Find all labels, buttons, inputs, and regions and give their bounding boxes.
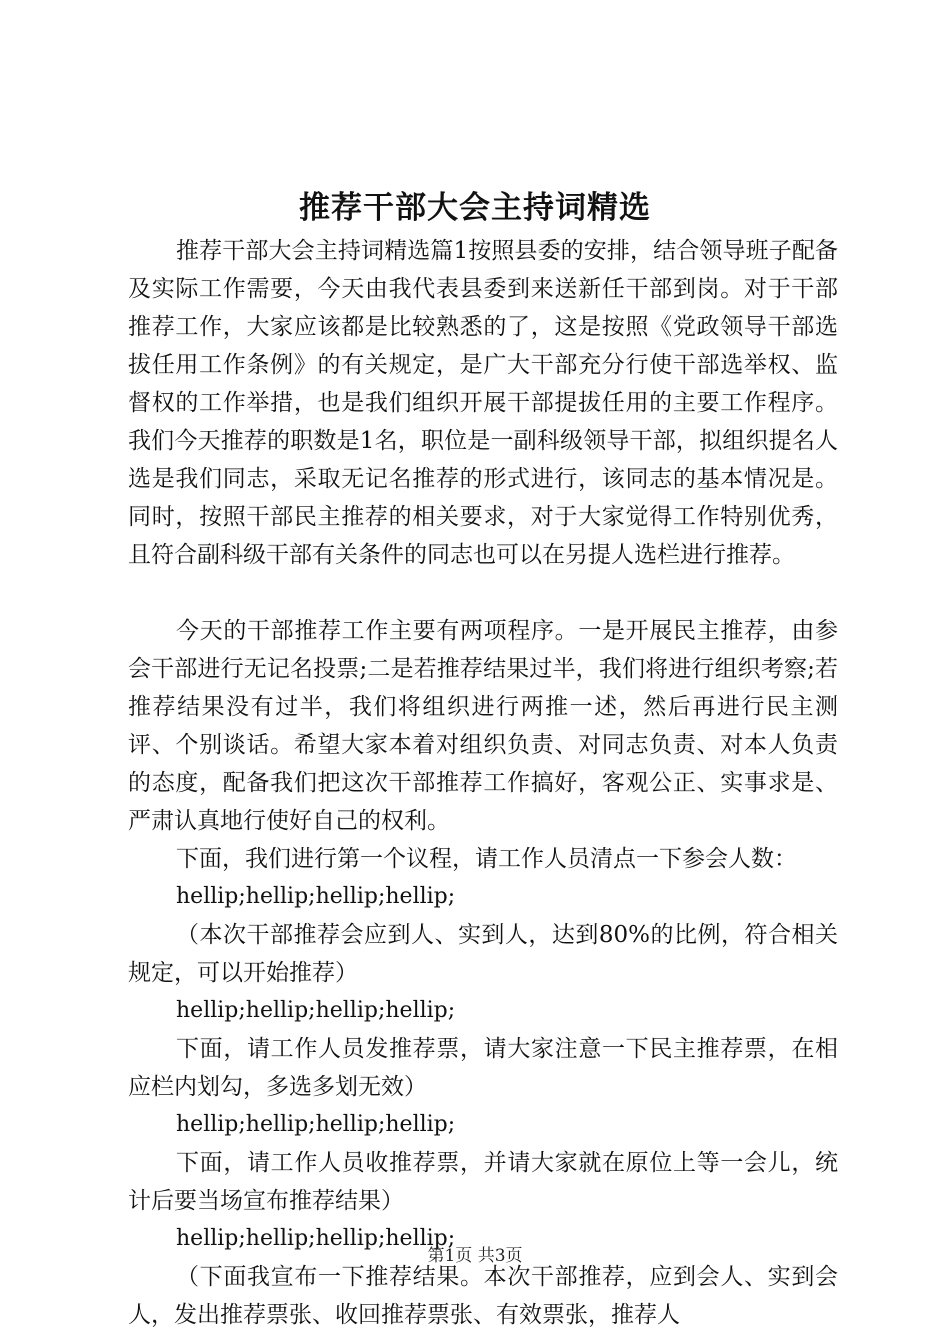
paragraph: 推荐干部大会主持词精选篇1按照县委的安排，结合领导班子配备及实际工作需要，今天由我代表县委到来送新任干部到岗。对于干部推荐工作，大家应该都是比较熟悉的了，这是按照《党政领导干部选拔任用工作条例》的有关规定，是广大干部充分行使干部选举权、监督权的工作举措，也是我们组织开展干部提拔任用的主要工作程序。我们今天推荐的职数是1名，职位是一副科级领导干部，拟组织提名人选是我们同志，采取无记名推荐的形式进行，该同志的基本情况是。同时，按照干部民主推荐的相关要求，对于大家觉得工作特别优秀，且符合副科级干部有关条件的同志也可以在另提人选栏进行推荐。 <box>128 238 838 568</box>
ellipsis-line: hellip;hellip;hellip;hellip; <box>176 1112 456 1137</box>
ellipsis-line: hellip;hellip;hellip;hellip; <box>176 998 456 1023</box>
ellipsis-line: hellip;hellip;hellip;hellip; <box>176 1226 456 1251</box>
paragraph: 今天的干部推荐工作主要有两项程序。一是开展民主推荐，由参会干部进行无记名投票;二是若推荐结果过半，我们将进行组织考察;若推荐结果没有过半，我们将组织进行两推一述，然后再进行民主测评、个别谈话。希望大家本着对组织负责、对同志负责、对本人负责的态度，配备我们把这次干部推荐工作搞好，客观公正、实事求是、严肃认真地行使好自己的权利。 <box>128 618 838 834</box>
paragraph: 下面，请工作人员发推荐票，请大家注意一下民主推荐票，在相应栏内划勾，多选多划无效） <box>128 1036 838 1100</box>
paragraph: 下面，请工作人员收推荐票，并请大家就在原位上等一会儿，统计后要当场宣布推荐结果） <box>128 1150 838 1214</box>
paragraph: 下面，我们进行第一个议程，请工作人员清点一下参会人数： <box>176 846 797 872</box>
page-footer: 第1页 共3页 <box>427 1246 523 1266</box>
paragraph: （下面我宣布一下推荐结果。本次干部推荐，应到会人、实到会人，发出推荐票张、收回推荐票张、有效票张，推荐人 <box>128 1264 838 1328</box>
paragraph: （本次干部推荐会应到人、实到人，达到80%的比例，符合相关规定，可以开始推荐） <box>128 922 838 986</box>
ellipsis-line: hellip;hellip;hellip;hellip; <box>176 884 456 909</box>
document-title: 推荐干部大会主持词精选 <box>299 190 651 226</box>
document-body <box>128 232 838 1334</box>
